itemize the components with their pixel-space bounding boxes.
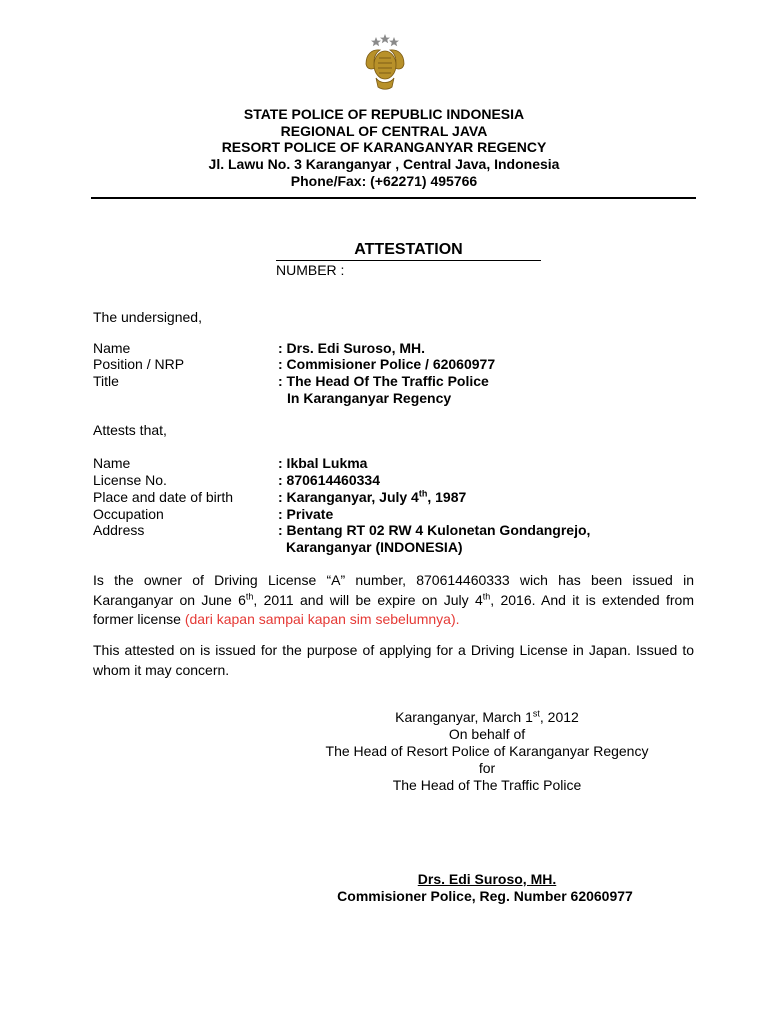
subject-occupation-value: : Private (278, 506, 334, 522)
signer-position-label: Position / NRP (93, 356, 185, 372)
subject-address-label: Address (93, 522, 145, 538)
subject-license-label: License No. (93, 472, 167, 488)
attests-that-text: Attests that, (93, 422, 167, 438)
para1-sup2: th (482, 590, 491, 601)
header-line-2: REGIONAL OF CENTRAL JAVA (280, 123, 488, 139)
para1-sup1: th (245, 590, 254, 601)
subject-license-value: : 870614460334 (278, 472, 380, 488)
number-label: NUMBER : (276, 262, 345, 278)
subject-name-label: Name (93, 455, 131, 471)
ownership-paragraph (93, 571, 694, 630)
birth-text-pre: : Karanganyar, July 4 (278, 489, 419, 505)
para1-part3: , 2016. And it is extended from former license (93, 591, 694, 627)
subject-address-value-2: Karanganyar (INDONESIA) (286, 539, 463, 555)
head-traffic-text: The Head of The Traffic Police (392, 777, 582, 793)
subject-birth-label: Place and date of birth (93, 489, 234, 505)
header-line-1: STATE POLICE OF REPUBLIC INDONESIA (243, 106, 525, 122)
subject-address-value-1: : Bentang RT 02 RW 4 Kulonetan Gondangrejo, (278, 522, 591, 538)
place-date (300, 709, 674, 726)
signer-name-label: Name (93, 340, 131, 356)
birth-sup: th (418, 488, 428, 499)
signer-title-label: Title (93, 373, 119, 389)
header-address: Jl. Lawu No. 3 Karanganyar , Central Java, Indonesia (208, 156, 560, 172)
place-date-post: , 2012 (539, 709, 579, 725)
subject-occupation-label: Occupation (93, 506, 164, 522)
para1-part1: Is the owner of Driving License “A” number, 870614460333 wich has been issued in Karanganyar on June 6 (93, 572, 694, 608)
intro-text: The undersigned, (93, 309, 202, 325)
subject-birth-value (278, 489, 466, 506)
for-text: for (478, 760, 496, 776)
place-date-sup: st (532, 708, 540, 719)
signer-position-value: : Commisioner Police / 62060977 (278, 356, 496, 372)
header-divider (91, 197, 696, 199)
header-line-3: RESORT POLICE OF KARANGANYAR REGENCY (221, 139, 547, 155)
signer-title-value-2: In Karanganyar Regency (287, 390, 452, 406)
document-title: ATTESTATION (276, 241, 541, 261)
header-phone: Phone/Fax: (+62271) 495766 (290, 173, 478, 189)
signature-name: Drs. Edi Suroso, MH. (417, 871, 557, 887)
purpose-paragraph: This attested on is issued for the purpose of applying for a Driving License in Japan. Issued to whom it may concern. (93, 642, 694, 678)
police-emblem-icon (362, 34, 408, 94)
signer-title-value-1: : The Head Of The Traffic Police (278, 373, 489, 389)
head-resort-text: The Head of Resort Police of Karanganyar Regency (325, 743, 649, 759)
place-date-pre: Karanganyar, March 1 (395, 709, 533, 725)
red-note: (dari kapan sampai kapan sim sebelumnya). (184, 611, 460, 627)
subject-name-value: : Ikbal Lukma (278, 455, 368, 471)
birth-text-post: , 1987 (427, 489, 467, 505)
para1-part2: , 2011 and will be expire on July 4 (253, 591, 483, 608)
on-behalf-text: On behalf of (448, 726, 526, 742)
signature-title: Commisioner Police, Reg. Number 62060977 (337, 888, 633, 904)
signature-name-wrap (300, 871, 674, 888)
signer-name-value: : Drs. Edi Suroso, MH. (278, 340, 426, 356)
